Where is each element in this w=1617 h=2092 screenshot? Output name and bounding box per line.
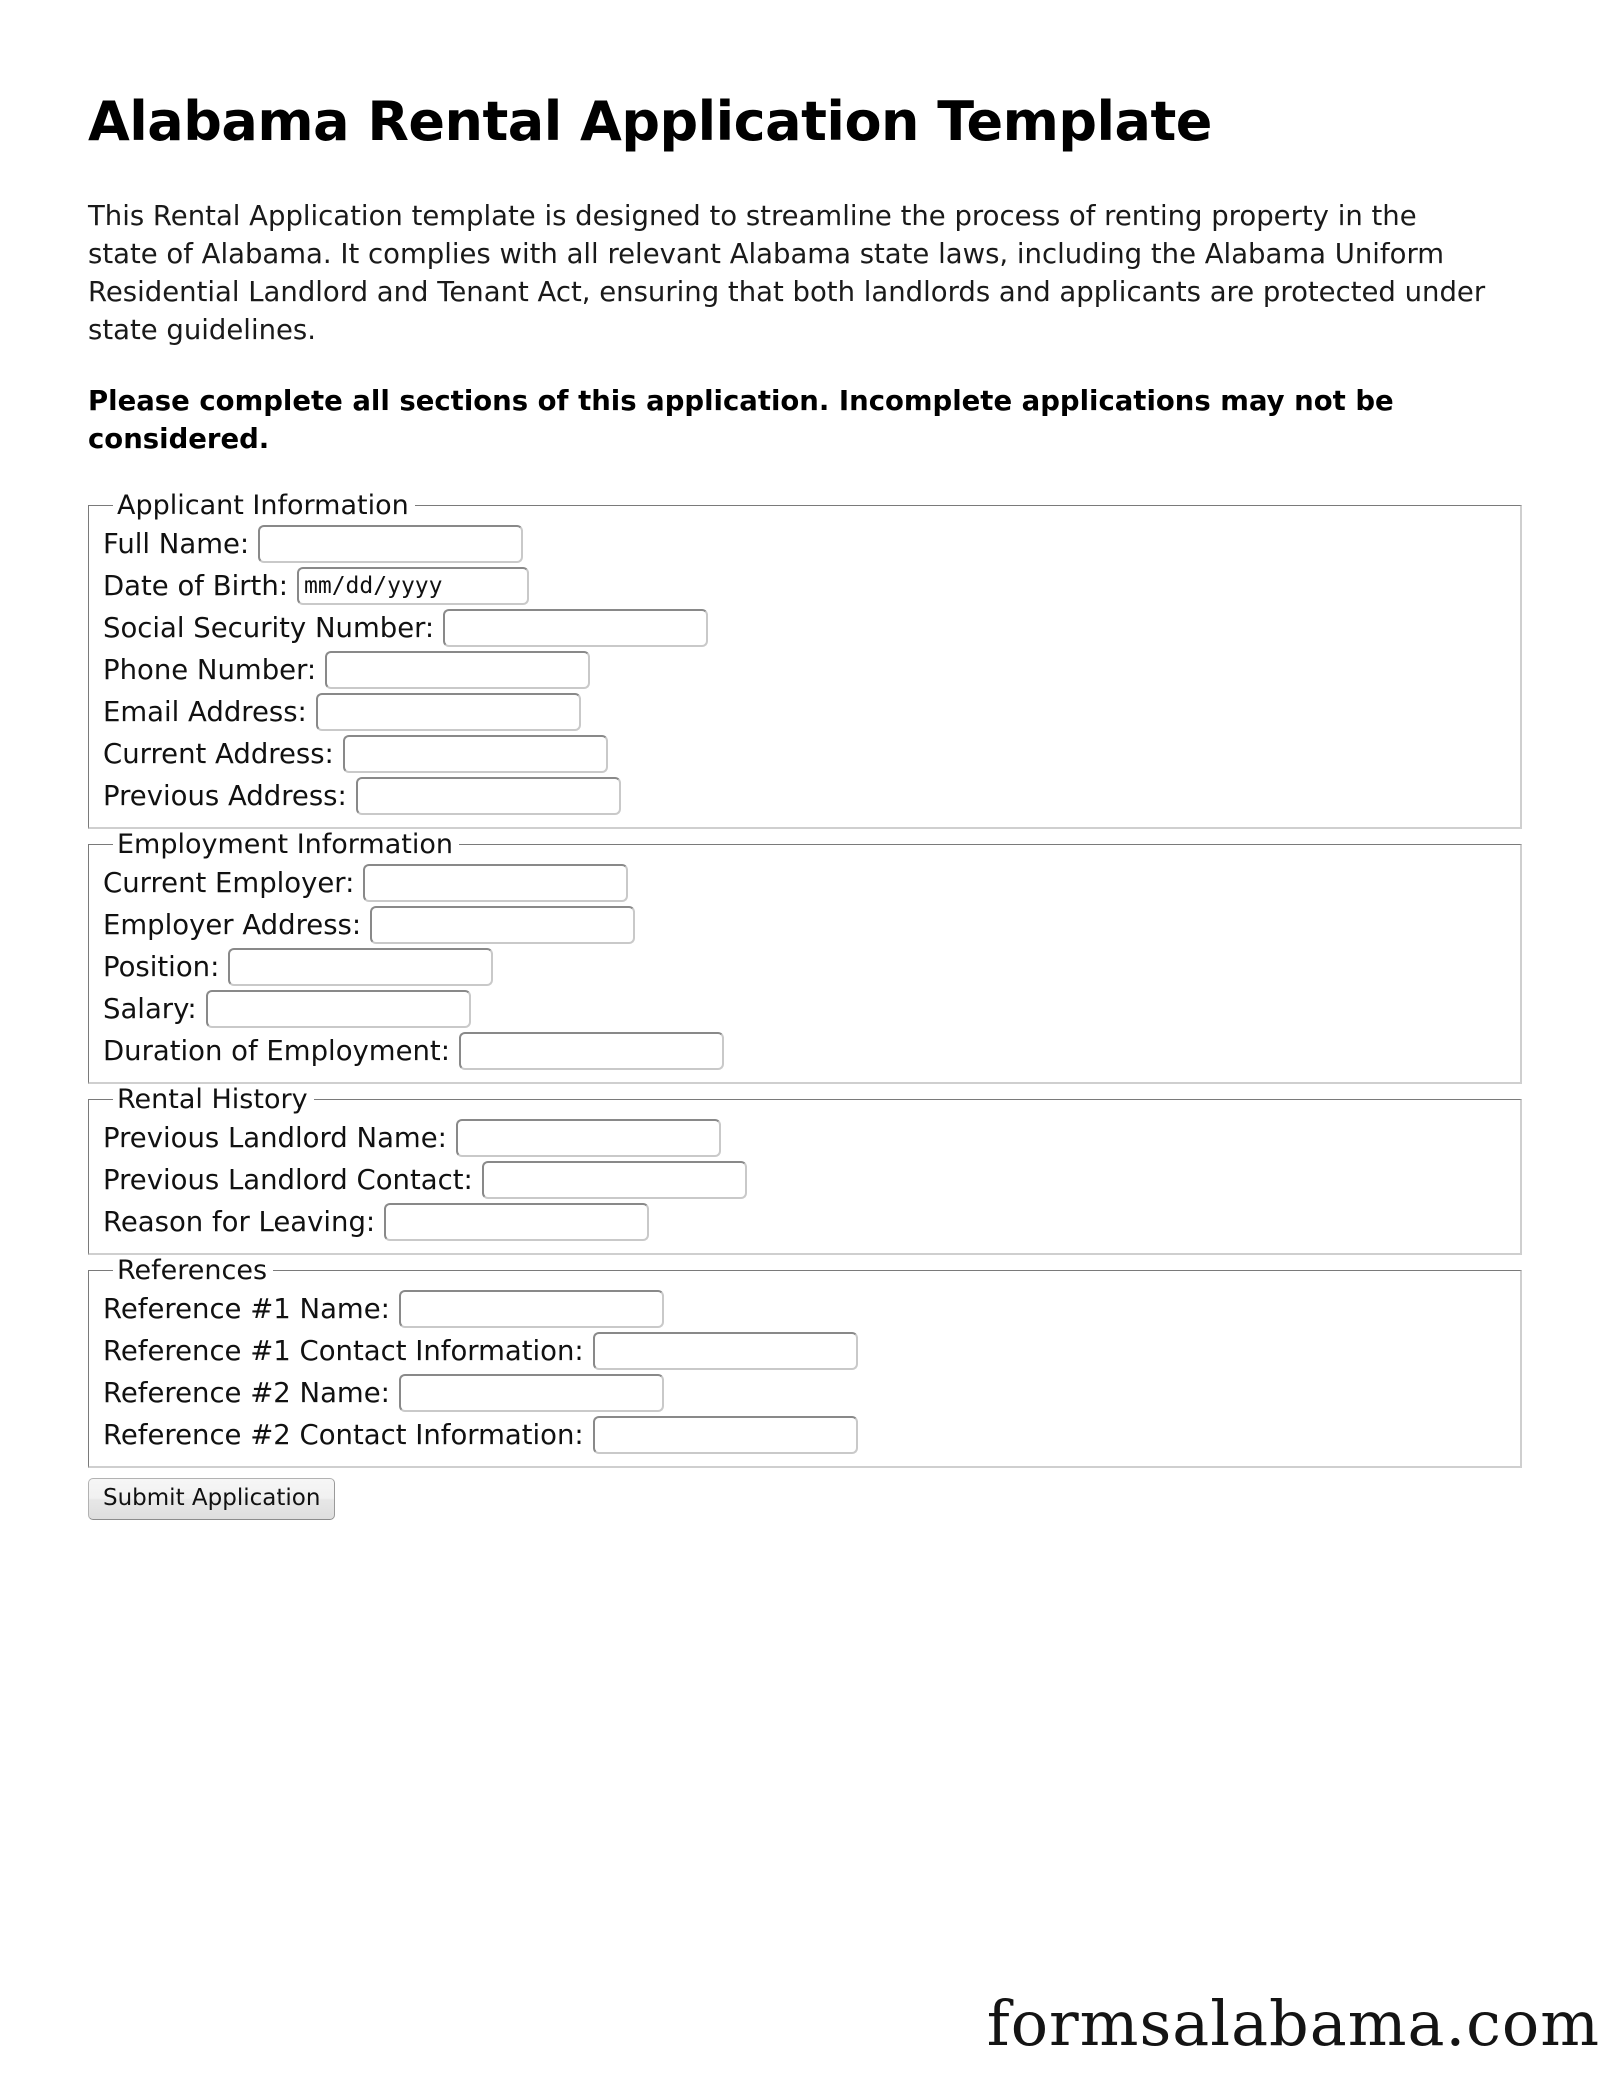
- submit-row: [88, 1470, 1529, 1520]
- form-field-input[interactable]: [459, 1032, 724, 1070]
- form-field-row: [103, 946, 1510, 988]
- form-field-row: [103, 1372, 1510, 1414]
- form-section-legend: Rental History: [117, 1084, 308, 1116]
- form-field-label: Reference #1 Name:: [103, 1292, 390, 1325]
- form-field-label: Reason for Leaving:: [103, 1205, 376, 1238]
- form-field-label: Duration of Employment:: [103, 1034, 450, 1067]
- completion-notice-paragraph: Please complete all sections of this application. Incomplete applications may not be considered.: [88, 385, 1394, 456]
- form-section: [88, 1257, 1522, 1468]
- form-field-label: Reference #1 Contact Information:: [103, 1334, 584, 1367]
- form-field-row: [103, 862, 1510, 904]
- form-field-row: [103, 988, 1510, 1030]
- form-field-row: [103, 733, 1510, 775]
- form-field-label: Previous Landlord Name:: [103, 1121, 447, 1154]
- intro-paragraph: This Rental Application template is designed to streamline the process of renting property in the state of Alabama. It complies with all relevant Alabama state laws, including the Alabama Uniform Residential Landlord and Tenant Act, ensuring that both landlords and applicants are protected under state guidelines.: [88, 199, 1486, 346]
- form-field-label: Full Name:: [103, 527, 250, 560]
- form-field-input[interactable]: [297, 567, 529, 605]
- form-field-label: Position:: [103, 950, 220, 983]
- form-field-row: [103, 1288, 1510, 1330]
- form-field-input[interactable]: [356, 777, 621, 815]
- form-field-label: Employer Address:: [103, 908, 362, 941]
- form-field-row: [103, 1201, 1510, 1243]
- form-field-input[interactable]: [593, 1416, 858, 1454]
- form-field-label: Social Security Number:: [103, 611, 435, 644]
- form-field-input[interactable]: [443, 609, 708, 647]
- form-field-input[interactable]: [343, 735, 608, 773]
- form-field-label: Reference #2 Name:: [103, 1376, 390, 1409]
- form-field-label: Email Address:: [103, 695, 307, 728]
- form-section: [88, 1086, 1522, 1255]
- document-page: [88, 0, 1529, 1520]
- form-field-row: [103, 607, 1510, 649]
- form-field-input[interactable]: [399, 1374, 664, 1412]
- form-field-input[interactable]: [399, 1290, 664, 1328]
- form-section: [88, 831, 1522, 1084]
- form-field-row: [103, 691, 1510, 733]
- form-field-input[interactable]: [325, 651, 590, 689]
- form-field-input[interactable]: [482, 1161, 747, 1199]
- form-field-row: [103, 1159, 1510, 1201]
- form-section-legend: Applicant Information: [117, 490, 409, 522]
- form-field-input[interactable]: [316, 693, 581, 731]
- form-field-input[interactable]: [206, 990, 471, 1028]
- form-field-label: Salary:: [103, 992, 197, 1025]
- site-brand-watermark: formsalabama.com: [986, 1987, 1600, 2060]
- form-field-row: [103, 775, 1510, 817]
- form-field-label: Phone Number:: [103, 653, 317, 686]
- submit-application-button[interactable]: Submit Application: [88, 1478, 335, 1520]
- form-field-row: [103, 1030, 1510, 1072]
- form-field-row: [103, 1117, 1510, 1159]
- form-field-label: Reference #2 Contact Information:: [103, 1418, 584, 1451]
- form-field-row: [103, 1330, 1510, 1372]
- form-sections-container: [88, 492, 1529, 1468]
- form-field-row: [103, 649, 1510, 691]
- form-field-row: [103, 904, 1510, 946]
- form-field-input[interactable]: [456, 1119, 721, 1157]
- form-field-row: [103, 1414, 1510, 1456]
- form-field-label: Current Employer:: [103, 866, 355, 899]
- page-title: Alabama Rental Application Template: [88, 90, 1212, 153]
- form-field-label: Current Address:: [103, 737, 334, 770]
- form-section: [88, 492, 1522, 829]
- form-field-input[interactable]: [593, 1332, 858, 1370]
- form-field-label: Previous Address:: [103, 779, 347, 812]
- rental-application-form: [88, 459, 1529, 1520]
- form-field-input[interactable]: [258, 525, 523, 563]
- form-section-legend: Employment Information: [117, 829, 453, 861]
- form-field-input[interactable]: [384, 1203, 649, 1241]
- form-field-input[interactable]: [228, 948, 493, 986]
- form-field-label: Previous Landlord Contact:: [103, 1163, 473, 1196]
- form-section-legend: References: [117, 1255, 268, 1287]
- form-field-input[interactable]: [363, 864, 628, 902]
- form-field-label: Date of Birth:: [103, 569, 289, 602]
- form-field-row: [103, 523, 1510, 565]
- form-field-row: [103, 565, 1510, 607]
- form-field-input[interactable]: [370, 906, 635, 944]
